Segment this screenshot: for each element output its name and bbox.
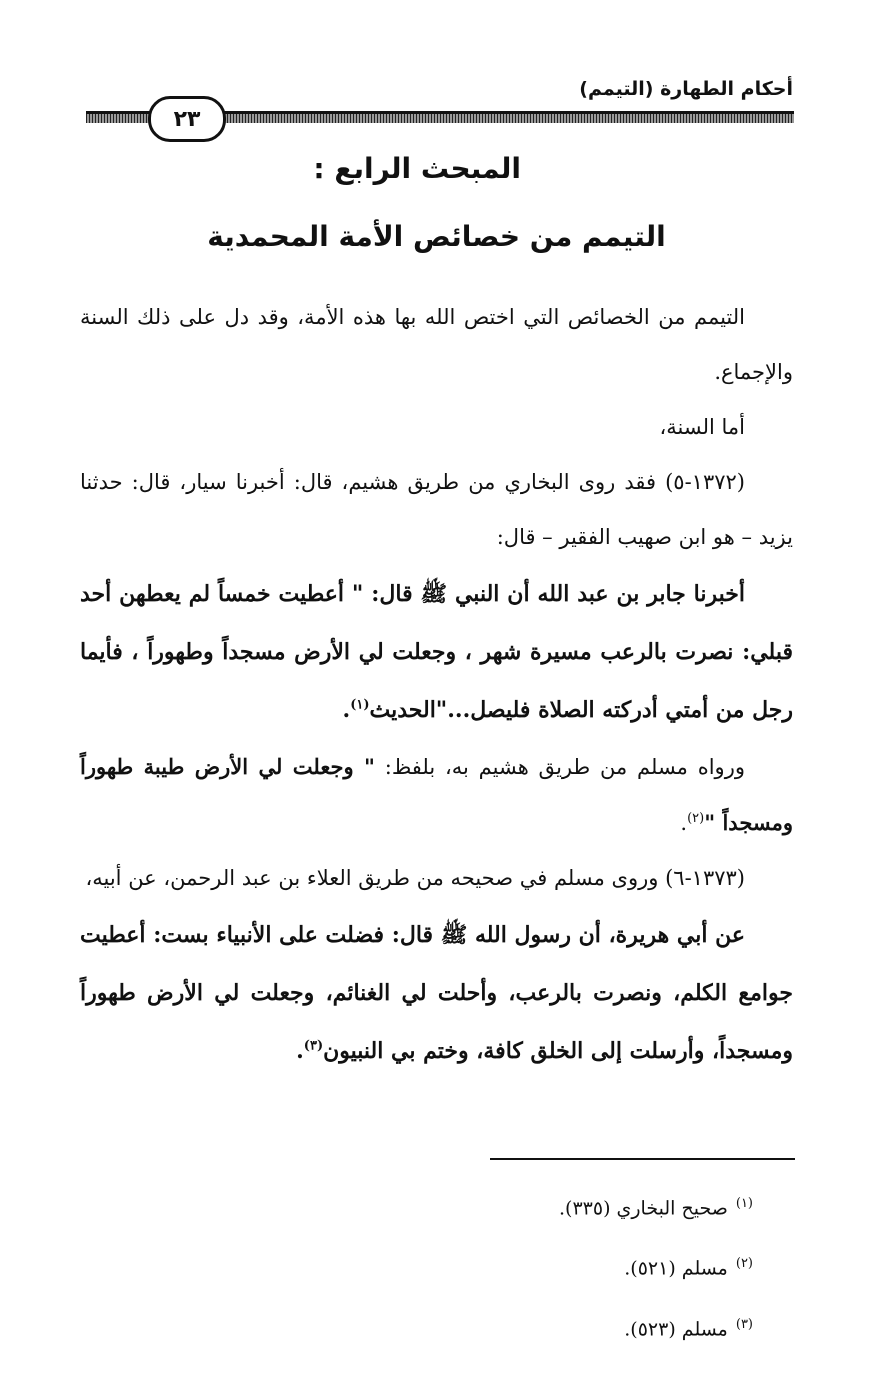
paragraph-isnad-1372: (١٣٧٢-٥) فقد روى البخاري من طريق هشيم، قال: أخبرنا سيار، قال: حدثنا يزيد – هو ابن صهيب الفقير – قال:: [80, 470, 793, 549]
footnote-number: (٢): [735, 1256, 753, 1272]
paragraph-intro: التيمم من الخصائص التي اختص الله بها هذه الأمة، وقد دل على ذلك السنة والإجماع.: [80, 305, 793, 384]
body-text: [80, 290, 793, 1080]
footnote-item: [559, 1176, 753, 1236]
footnote-item: [559, 1236, 753, 1296]
muslim-narration-text: ورواه مسلم من طريق هشيم به، بلفظ:: [374, 755, 745, 779]
footnote-ref-2: (٢): [687, 811, 705, 826]
hadith-abu-hurairah-text: عن أبي هريرة، أن رسول الله ﷺ قال: فضلت على الأنبياء بست: أعطيت جوامع الكلم، ونصرت بالرعب، وأحلت لي الغنائم، وجعلت لي الأرض طهوراً ومسجداً، وأرسلت إلى الخلق كافة، وختم بي النبيون: [80, 922, 793, 1064]
section-title: التيمم من خصائص الأمة المحمدية: [207, 220, 666, 253]
paragraph-muslim-narration: ورواه مسلم من طريق هشيم به، بلفظ: " وجعلت لي الأرض طيبة طهوراً ومسجداً "$^{(٢)}$.: [80, 754, 793, 835]
paragraph-sunnah: أما السنة،: [659, 415, 745, 439]
footnote-item: [559, 1297, 753, 1357]
footnote-text: مسلم (٥٢١).: [624, 1257, 728, 1280]
paragraph-isnad-1373: (١٣٧٣-٦) وروى مسلم في صحيحه من طريق العلاء بن عبد الرحمن، عن أبيه،: [85, 866, 745, 890]
footnote-number: (١): [735, 1196, 753, 1211]
footnote-ref-1: (١): [350, 697, 370, 713]
footnote-text: صحيح البخاري (٣٣٥).: [558, 1197, 728, 1220]
running-title: أحكام الطهارة (التيمم): [579, 78, 793, 100]
hadith-jabir-text: أخبرنا جابر بن عبد الله أن النبي ﷺ قال: " أعطيت خمساً لم يعطهن أحد قبلي: نصرت بالرعب مسيرة شهر ، وجعلت لي الأرض مسجداً وطهوراً ، فأيما رجل من أمتي أدركته الصلاة فليصل..."الحديث: [80, 581, 793, 723]
paragraph-hadith-jabir: أخبرنا جابر بن عبد الله أن النبي ﷺ قال: " أعطيت خمساً لم يعطهن أحد قبلي: نصرت بالرعب مسيرة شهر ، وجعلت لي الأرض مسجداً وطهوراً ، فأيما رجل من أمتي أدركته الصلاة فليصل..."الحديث$^{(١)}$.: [80, 581, 793, 723]
footnotes: [559, 1176, 753, 1357]
page-number: ٢٣: [148, 96, 226, 142]
footnote-text: مسلم (٥٢٣).: [624, 1317, 728, 1340]
paragraph-hadith-abu-hurairah: عن أبي هريرة، أن رسول الله ﷺ قال: فضلت على الأنبياء بست: أعطيت جوامع الكلم، ونصرت بالرعب، وأحلت لي الغنائم، وجعلت لي الأرض طهوراً ومسجداً، وأرسلت إلى الخلق كافة، وختم بي النبيون$^{(٣)}$.: [80, 922, 793, 1064]
section-label: المبحث الرابع :: [313, 152, 521, 185]
footnote-separator: [490, 1158, 795, 1160]
footnote-number: (٣): [735, 1316, 753, 1332]
footnote-ref-3: (٣): [303, 1038, 324, 1054]
muslim-narration-quote: " وجعلت لي الأرض طيبة طهوراً ومسجداً ": [80, 754, 793, 835]
